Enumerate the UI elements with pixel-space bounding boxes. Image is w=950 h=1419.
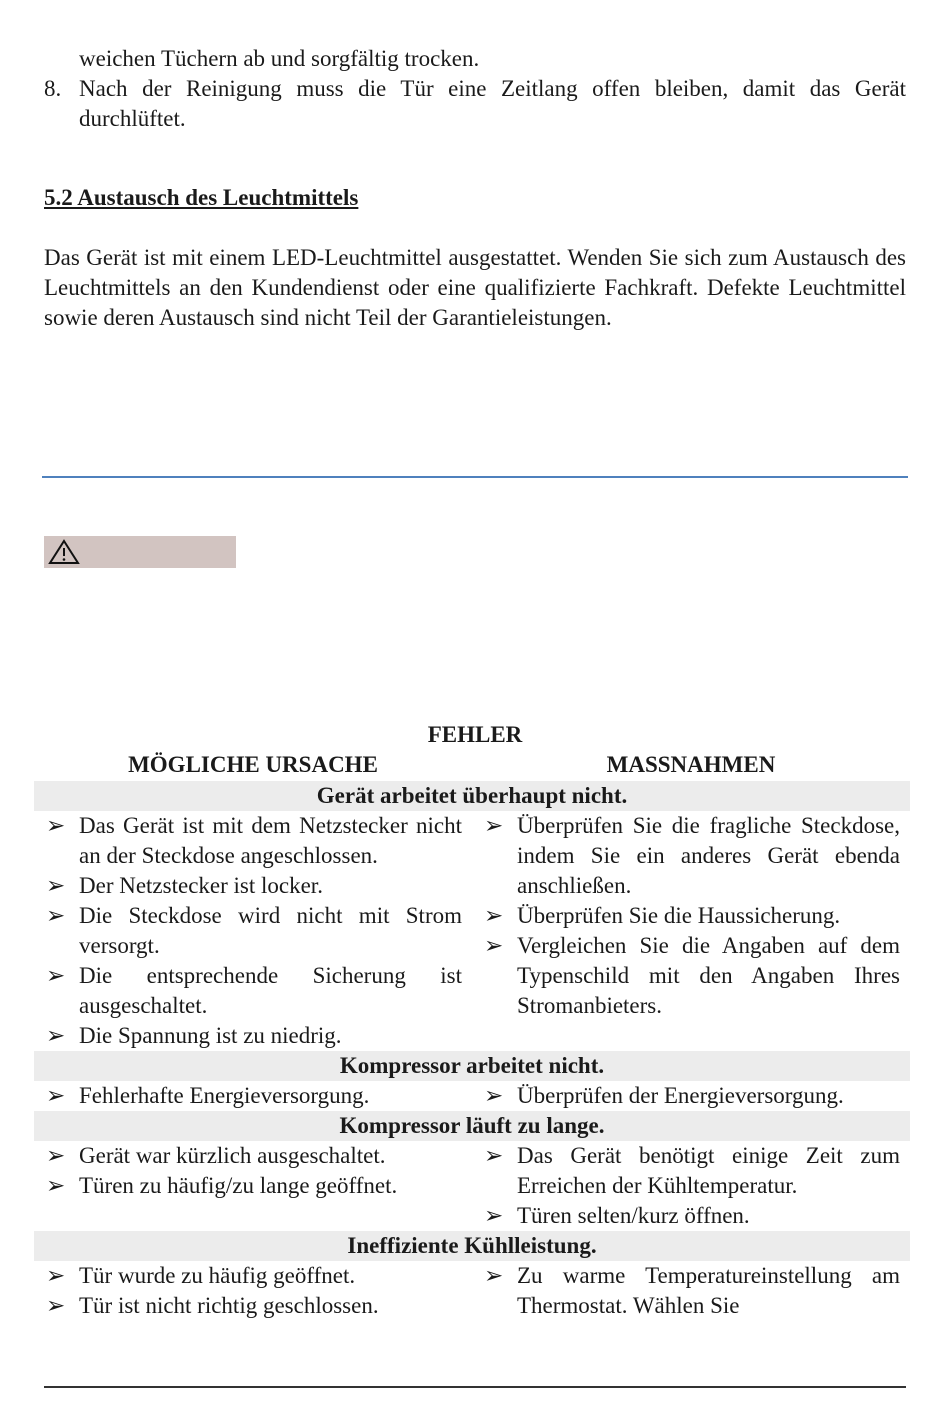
action-item-text: Vergleichen Sie die Angaben auf dem Typenschild mit den Angaben Ihres Stromanbieters. [517, 933, 900, 1018]
action-cell [472, 811, 910, 1051]
action-item [482, 811, 900, 901]
cause-item [44, 1141, 462, 1171]
action-item-text: Überprüfen Sie die Haussicherung. [517, 903, 841, 928]
cause-item [44, 961, 462, 1021]
action-item-text: Das Gerät benötigt einige Zeit zum Erreichen der Kühltemperatur. [517, 1143, 900, 1198]
table-group-heading: Ineffiziente Kühlleistung. [34, 1231, 910, 1261]
action-item-text: Überprüfen der Energieversorgung. [517, 1083, 844, 1108]
table-row [34, 1081, 910, 1111]
continued-list-text: weichen Tüchern ab und sorgfältig trocken. [79, 46, 480, 71]
column-header-action: MASSNAHMEN [606, 752, 776, 777]
action-item-text: Zu warme Temperatureinstellung am Thermostat. Wählen Sie [517, 1263, 900, 1318]
action-cell [472, 1141, 910, 1231]
table-row [34, 1261, 910, 1321]
cause-item [44, 811, 462, 871]
section-paragraph: Das Gerät ist mit einem LED-Leuchtmittel ausgestattet. Wenden Sie sich zum Austausch des Leuchtmittels an den Kundendienst oder eine qualifizierte Fachkraft. Defekte Leuchtmittel sowie deren Austausch sind nicht Teil der Garantieleistungen. [44, 245, 906, 330]
column-header-cause: MÖGLICHE URSACHE [128, 752, 378, 777]
action-item [482, 1261, 900, 1321]
table-row [34, 811, 910, 1051]
arrow-bullet-icon: ➢ [484, 1083, 504, 1108]
arrow-bullet-icon: ➢ [46, 813, 66, 838]
arrow-bullet-icon: ➢ [484, 813, 504, 838]
cause-item [44, 871, 462, 901]
arrow-bullet-icon: ➢ [46, 1263, 66, 1288]
cause-item [44, 1081, 462, 1111]
cause-item-text: Tür ist nicht richtig geschlossen. [79, 1293, 379, 1318]
action-item [482, 931, 900, 1021]
table-title: FEHLER [427, 722, 523, 747]
table-group-heading: Kompressor läuft zu lange. [34, 1111, 910, 1141]
cause-item-text: Die entsprechende Sicherung ist ausgeschaltet. [79, 963, 462, 1018]
list-item-text: Nach der Reinigung muss die Tür eine Zeitlang offen bleiben, damit das Gerät durchlüftet. [79, 76, 906, 131]
action-item [482, 1141, 900, 1201]
action-cell [472, 1081, 910, 1111]
arrow-bullet-icon: ➢ [484, 1143, 504, 1168]
action-item-text: Überprüfen Sie die fragliche Steckdose, indem Sie ein anderes Gerät ebenda anschließen. [517, 813, 900, 898]
cause-item-text: Türen zu häufig/zu lange geöffnet. [79, 1173, 398, 1198]
cause-item-text: Die Spannung ist zu niedrig. [79, 1023, 342, 1048]
cause-item-text: Die Steckdose wird nicht mit Strom versorgt. [79, 903, 462, 958]
action-item-text: Türen selten/kurz öffnen. [517, 1203, 750, 1228]
footer-divider [44, 1386, 906, 1388]
cause-cell [34, 811, 472, 1051]
arrow-bullet-icon: ➢ [484, 903, 504, 928]
cause-item [44, 1021, 462, 1051]
warning-triangle-icon [48, 539, 80, 565]
arrow-bullet-icon: ➢ [46, 1083, 66, 1108]
cause-item-text: Das Gerät ist mit dem Netzstecker nicht an der Steckdose angeschlossen. [79, 813, 462, 868]
cause-item [44, 1171, 462, 1201]
cause-cell [34, 1261, 472, 1321]
arrow-bullet-icon: ➢ [484, 1203, 504, 1228]
cause-cell [34, 1081, 472, 1111]
arrow-bullet-icon: ➢ [46, 1173, 66, 1198]
list-number: 8. [44, 76, 62, 101]
arrow-bullet-icon: ➢ [484, 1263, 504, 1288]
arrow-bullet-icon: ➢ [484, 933, 504, 958]
arrow-bullet-icon: ➢ [46, 1023, 66, 1048]
cause-item-text: Fehlerhafte Energieversorgung. [79, 1083, 370, 1108]
arrow-bullet-icon: ➢ [46, 1293, 66, 1318]
arrow-bullet-icon: ➢ [46, 903, 66, 928]
section-heading: 5.2 Austausch des Leuchtmittels [44, 185, 359, 210]
table-group-heading: Gerät arbeitet überhaupt nicht. [34, 781, 910, 811]
warning-banner [44, 536, 236, 568]
arrow-bullet-icon: ➢ [46, 1143, 66, 1168]
horizontal-divider [42, 476, 908, 478]
action-item [482, 901, 900, 931]
action-item [482, 1081, 900, 1111]
action-cell [472, 1261, 910, 1321]
arrow-bullet-icon: ➢ [46, 873, 66, 898]
table-row [34, 1141, 910, 1231]
troubleshooting-table [34, 781, 910, 1321]
arrow-bullet-icon: ➢ [46, 963, 66, 988]
cause-cell [34, 1141, 472, 1231]
action-item [482, 1201, 900, 1231]
cause-item-text: Gerät war kürzlich ausgeschaltet. [79, 1143, 386, 1168]
cause-item [44, 901, 462, 961]
cause-item [44, 1261, 462, 1291]
cause-item-text: Der Netzstecker ist locker. [79, 873, 323, 898]
list-item-8 [44, 74, 906, 134]
cause-item-text: Tür wurde zu häufig geöffnet. [79, 1263, 356, 1288]
table-group-heading: Kompressor arbeitet nicht. [34, 1051, 910, 1081]
cause-item [44, 1291, 462, 1321]
